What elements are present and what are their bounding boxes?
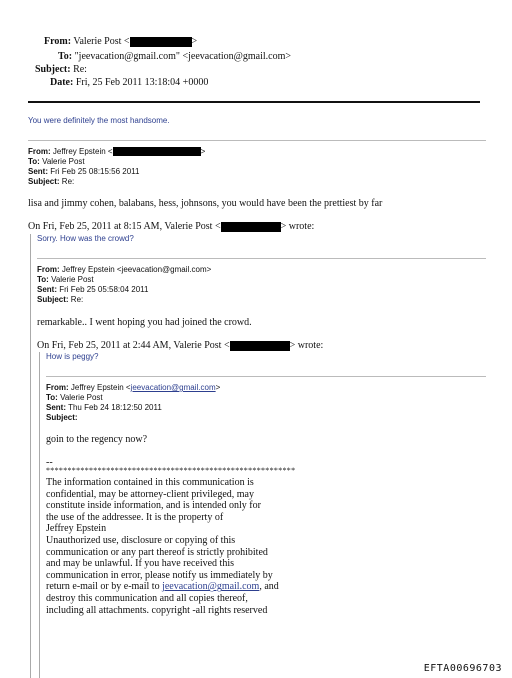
top-date-label: Date:: [50, 77, 74, 88]
hdr3-subject-value: Re:: [70, 295, 84, 304]
hdr2-sent-row: [28, 167, 139, 176]
redaction-box: [130, 37, 192, 47]
top-to-row: [58, 51, 291, 63]
hdr3-sent-value: Fri Feb 25 05:58:04 2011: [59, 285, 149, 294]
disclaimer-line: Unauthorized use, disclosure or copying of this: [46, 534, 236, 546]
disclaimer-line: communication in error, please notify us immediately by: [46, 569, 273, 581]
top-subject-value: Re:: [73, 64, 87, 75]
top-from-label: From:: [44, 36, 72, 47]
redaction-box: [230, 341, 290, 351]
hdr3-subject-row: [37, 295, 83, 304]
signature-stars: **********************************************************: [46, 466, 296, 475]
hdr2-subject-row: [28, 177, 74, 186]
hdr4-subject-label: Subject:: [46, 413, 78, 422]
hdr2-to-value: Valerie Post: [42, 157, 85, 166]
top-date-value: Fri, 25 Feb 2011 13:18:04 +0000: [75, 77, 209, 88]
quote-2-attribution: [37, 340, 323, 351]
hdr4-to-value: Valerie Post: [60, 393, 103, 402]
disclaimer-line: including all attachments. copyright -all rights reserved: [46, 604, 268, 616]
hdr4-sent-label: Sent:: [46, 403, 66, 412]
hdr3-sent-label: Sent:: [37, 285, 57, 294]
separator-3: [46, 376, 486, 377]
hdr4-sent-row: [46, 403, 162, 412]
quote-1-bar: [30, 234, 31, 678]
hdr2-subject-label: Subject:: [28, 177, 60, 186]
separator-1: [28, 140, 486, 141]
hdr2-from-row: [28, 147, 205, 156]
disclaimer-line: [46, 581, 376, 593]
hdr2-to-row: [28, 157, 85, 166]
hdr3-to-row: [37, 275, 94, 284]
hdr3-to-label: To:: [37, 275, 49, 284]
top-from-row: [44, 36, 197, 48]
message-1-text: You were definitely the most handsome.: [28, 116, 170, 125]
hdr2-from-end: >: [200, 147, 206, 156]
top-date-row: [50, 77, 208, 89]
document-id: EFTA00696703: [423, 663, 502, 674]
redaction-box: [113, 147, 201, 156]
hdr2-sent-value: Fri Feb 25 08:15:56 2011: [50, 167, 140, 176]
hdr4-from-end: >: [215, 383, 221, 392]
disclaimer-line-pre: return e-mail or by e-mail to: [46, 581, 163, 593]
top-subject-label: Subject:: [35, 64, 71, 75]
top-from-value: Valerie Post <: [73, 36, 130, 47]
quote-2-reply: How is peggy?: [46, 352, 99, 361]
quote-1-post: > wrote:: [280, 221, 315, 232]
quote-1-reply: Sorry. How was the crowd?: [37, 234, 134, 243]
disclaimer-line: communication or any part thereof is strictly prohibited: [46, 546, 268, 558]
disclaimer-line: constitute inside information, and is intended only for: [46, 500, 261, 512]
hdr4-to-row: [46, 393, 103, 402]
hdr2-to-label: To:: [28, 157, 40, 166]
top-subject-row: [35, 64, 87, 76]
disclaimer-line-post: , and: [259, 581, 279, 593]
top-to-label: To:: [58, 51, 73, 62]
disclaimer-line: and may be unlawful. If you have received this: [46, 558, 234, 570]
header-divider: [28, 101, 480, 103]
hdr4-from-row: [46, 383, 220, 392]
redaction-box: [221, 222, 281, 232]
disclaimer-line: the use of the addressee. It is the property of: [46, 511, 224, 523]
quote-2-post: > wrote:: [289, 340, 324, 351]
quote-1-attribution: [28, 221, 314, 232]
hdr2-sent-label: Sent:: [28, 167, 48, 176]
hdr3-to-value: Valerie Post: [51, 275, 94, 284]
top-to-value: "jeevacation@gmail.com" <jeevacation@gmail.com>: [74, 51, 291, 62]
quote-2-bar: [39, 352, 40, 678]
message-4-text: goin to the regency now?: [46, 434, 148, 445]
hdr3-sent-row: [37, 285, 148, 294]
disclaimer-line: Jeffrey Epstein: [46, 523, 107, 535]
hdr2-from-label: From:: [28, 147, 51, 156]
hdr2-from-value: Jeffrey Epstein <: [52, 147, 113, 156]
hdr3-from-label: From:: [37, 265, 60, 274]
disclaimer-line: confidential, may be attorney-client privileged, may: [46, 488, 254, 500]
top-from-end: >: [191, 36, 198, 47]
message-3-text: remarkable.. I went hoping you had joined the crowd.: [37, 317, 252, 328]
message-2-text: lisa and jimmy cohen, balabans, hess, johnsons, you would have been the prettiest by far: [28, 198, 383, 209]
separator-2: [37, 258, 486, 259]
hdr4-sent-value: Thu Feb 24 18:12:50 2011: [68, 403, 162, 412]
quote-2-pre: On Fri, Feb 25, 2011 at 2:44 AM, Valerie Post <: [37, 340, 230, 351]
hdr4-subject-row: [46, 413, 78, 422]
disclaimer-line: The information contained in this communication is: [46, 477, 254, 488]
hdr3-from-value: Jeffrey Epstein <jeevacation@gmail.com>: [61, 265, 212, 274]
hdr4-from-pre: Jeffrey Epstein <: [70, 383, 131, 392]
hdr2-subject-value: Re:: [61, 177, 75, 186]
hdr4-to-label: To:: [46, 393, 58, 402]
hdr4-from-label: From:: [46, 383, 69, 392]
hdr4-email-link[interactable]: jeevacation@gmail.com: [130, 383, 216, 392]
disclaimer-email-link[interactable]: jeevacation@gmail.com: [162, 581, 260, 593]
hdr3-from-row: [37, 265, 211, 274]
signature-dashes: --: [46, 457, 53, 468]
hdr3-subject-label: Subject:: [37, 295, 69, 304]
quote-1-pre: On Fri, Feb 25, 2011 at 8:15 AM, Valerie Post <: [28, 221, 221, 232]
disclaimer-block: [46, 477, 376, 616]
disclaimer-line: destroy this communication and all copies thereof,: [46, 592, 248, 604]
